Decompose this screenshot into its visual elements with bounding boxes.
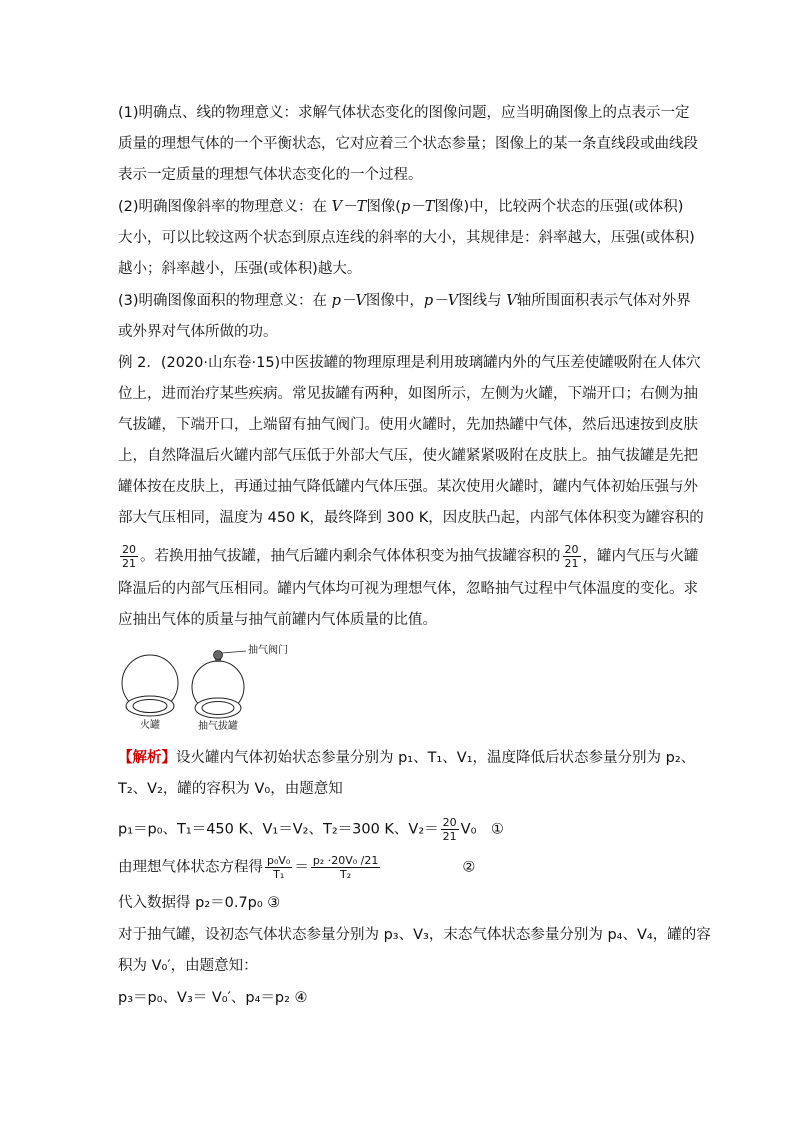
eq-2-right-fraction: $\frac{\text{p₂ ·20V₀ /21}}{\text{T₂}}$	[312, 854, 379, 881]
solution-line-5: 积为 V₀′，由题意知：	[118, 958, 258, 974]
para-2-pt: p－T	[400, 199, 435, 215]
para-3-text-c: 图像中，	[365, 293, 424, 309]
example-line-8: 降温后的内部气压相同。罐内气体均可视为理想气体，忽略抽气过程中气体温度的变化。求	[118, 581, 698, 597]
solution-line-1	[118, 748, 696, 768]
para-3-pv-1: p－V	[331, 293, 366, 309]
solution-eq-2-pre: 由理想气体状态方程得	[118, 859, 263, 876]
para-2-line-3: 越小；斜率越小，压强(或体积)越大。	[118, 261, 362, 277]
example-line-1: 例 2．(2020·山东卷·15)中医拔罐的物理原理是利用玻璃罐内外的气压差使罐吸附在人体穴	[118, 355, 701, 371]
fraction-20-21-b: $\frac{20}{21}$	[564, 543, 579, 570]
para-2-text-e: 图像)中，比较两个状态的压强(或体积)	[434, 199, 684, 215]
eq-2-equals: ＝	[294, 859, 309, 876]
suction-cup-label: 抽气拔罐	[198, 721, 238, 732]
valve-leader-line	[222, 651, 246, 653]
fire-cup-rim-inner	[133, 700, 167, 713]
para-3-text-a: (3)明确图像面积的物理意义：在	[118, 293, 332, 309]
solution-line-3: 代入数据得 p₂＝0.7p₀ ③	[118, 895, 281, 911]
example-line-3: 气拔罐，下端开口，上端留有抽气阀门。使用火罐时，先加热罐中气体，然后迅速按到皮肤	[118, 417, 698, 433]
solution-line-1-text: 设火罐内气体初始状态参量分别为 p₁、T₁、V₁，温度降低后状态参量分别为 p₂、	[176, 750, 696, 766]
solution-eq-1-text: p₁＝p₀、T₁＝450 K、V₁＝V₂、T₂＝300 K、V₂＝	[118, 821, 439, 838]
para-3-line-2: 或外界对气体所做的功。	[118, 324, 278, 340]
para-3-line-1	[118, 291, 691, 311]
example-line-7-text-b: ，罐内气压与火罐	[582, 548, 699, 565]
para-1-line-1: (1)明确点、线的物理意义：求解气体状态变化的图像问题，应当明确图像上的点表示一定	[118, 105, 690, 121]
suction-cup-rim-inner	[202, 702, 234, 715]
para-2-text-c: 图像(	[366, 199, 401, 215]
para-3-text-g: 轴所围面积表示气体对外界	[516, 293, 691, 309]
solution-eq-1	[118, 816, 688, 843]
cupping-figure	[118, 645, 298, 737]
solution-line-6: p₃＝p₀、V₃＝ V₀′、p₄＝p₂ ④	[118, 990, 308, 1006]
solution-line-2: T₂、V₂，罐的容积为 V₀，由题意知	[118, 781, 343, 797]
para-3-pv-2: p－V	[423, 293, 459, 309]
para-3-v: V	[506, 293, 517, 309]
para-1-line-3: 表示一定质量的理想气体状态变化的一个过程。	[118, 167, 423, 183]
para-3-text-e: 图线与	[458, 293, 507, 309]
example-line-7	[118, 543, 699, 570]
eq-2-left-fraction: $\frac{\text{p₀V₀}}{\text{T₁}}$	[267, 854, 291, 881]
solution-tag: 【解析】	[118, 750, 176, 766]
valve-label: 抽气阀门	[248, 645, 288, 656]
example-line-4: 上，自然降温后火罐内部气压低于外部大气压，使火罐紧紧吸附在皮肤上。抽气拔罐是先把	[118, 448, 698, 464]
fraction-20-21-c: $\frac{20}{21}$	[442, 816, 457, 843]
para-1-line-2: 质量的理想气体的一个平衡状态，它对应着三个状态参量；图像上的某一条直线段或曲线段	[118, 136, 698, 152]
solution-line-4: 对于抽气罐，设初态气体状态参量分别为 p₃、V₃，末态气体状态参量分别为 p₄、V₄，罐的容	[118, 927, 711, 943]
example-line-6: 部大气压相同，温度为 450 K，最终降到 300 K，因皮肤凸起，内部气体体积变为罐容积的	[118, 510, 704, 526]
example-line-9: 应抽出气体的质量与抽气前罐内气体质量的比值。	[118, 612, 437, 628]
fraction-20-21-a: $\frac{20}{21}$	[122, 543, 136, 570]
example-line-5: 罐体按在皮肤上，再通过抽气降低罐内气体压强。某次使用火罐时，罐内气体初始压强与外	[118, 479, 698, 495]
example-line-7-text-a: 。若换用抽气拔罐，抽气后罐内剩余气体体积变为抽气拔罐容积的	[140, 548, 561, 565]
solution-eq-2	[118, 854, 688, 881]
fire-cup-label: 火罐	[140, 720, 160, 731]
para-2-vt: V－T	[331, 199, 367, 215]
eq-2-mark: ②	[462, 859, 476, 876]
para-2-line-2: 大小，可以比较这两个状态到原点连线的斜率的大小，其规律是：斜率越大，压强(或体积)	[118, 230, 695, 246]
valve-knob	[214, 651, 223, 660]
solution-eq-1-tail: V₀ ①	[460, 821, 504, 838]
example-line-2: 位上，进而治疗某些疾病。常见拔罐有两种，如图所示，左侧为火罐，下端开口；右侧为抽	[118, 386, 698, 402]
para-2-line-1	[118, 197, 688, 217]
para-2-text-a: (2)明确图像斜率的物理意义：在	[118, 199, 332, 215]
